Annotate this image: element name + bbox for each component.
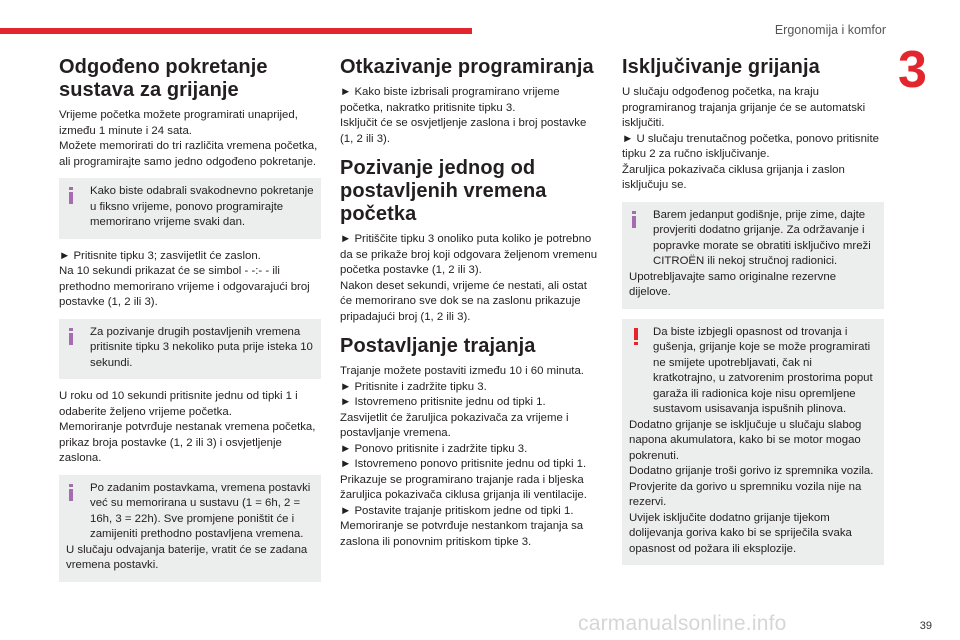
paragraph: Vrijeme početka možete programirati unaprijed, između 1 minute i 24 sata. <box>59 109 298 137</box>
paragraph: U roku od 10 sekundi pritisnite jednu od tipki 1 i odaberite željeno vrijeme početka. <box>59 390 298 418</box>
paragraph: ► Pritiščite tipku 3 onoliko puta koliko je potrebno da se prikaže broj koji odgovara željenom vremenu početka postavke (1, 2 ili 3). <box>340 233 598 276</box>
paragraph: ► U slučaju trenutačnog početka, ponovo pritisnite tipku 2 za ručno isključivanje. <box>622 132 879 160</box>
info-icon <box>69 187 73 204</box>
warning-icon <box>634 328 638 345</box>
paragraph: Žaruljica pokazivača ciklusa grijanja i zaslon isključuju se. <box>622 163 845 191</box>
note-text: Po zadanim postavkama, vremena postavki već su memorirana u sustavu (1 = 6h, 2 = 16h, 3 = 22h). Sve promjene poništit će i zamijeniti prethodno postavljena vremena. <box>90 481 311 540</box>
warning-text: Da biste izbjegli opasnost od trovanja i gušenja, grijanje koje se može programirati ne smijete upotrebljavati, čak ni kratkotrajno, u zatvorenim prostorima poput garaža ili radionica koje nisu opremljene sustavom usisavanja ispušnih plinova. <box>653 325 873 415</box>
note-text: U slučaju odvajanja baterije, vratit će se zadana vremena postavki. <box>66 543 308 571</box>
paragraph: ► Istovremeno ponovo pritisnite jednu od tipki 1. <box>340 458 587 470</box>
info-icon <box>69 484 73 501</box>
column-programming <box>340 56 602 550</box>
info-note <box>59 178 321 239</box>
paragraph: ► Pritisnite tipku 3; zasvijetlit će zaslon. <box>59 249 261 262</box>
paragraph: ► Kako biste izbrisali programirano vrijeme početka, nakratko pritisnite tipku 3. <box>340 86 560 114</box>
paragraph: Trajanje možete postaviti između 10 i 60 minuta. <box>340 365 584 377</box>
page-number: 39 <box>919 620 932 632</box>
paragraph: U slučaju odgođenog početka, na kraju programiranog trajanja grijanje će se automatski isključiti. <box>622 86 866 129</box>
section-title: Otkazivanje programiranja <box>340 56 594 78</box>
warning-text: Dodatno grijanje troši gorivo iz spremnika vozila. Provjerite da gorivo u spremniku vozila nije na rezervi. <box>629 465 874 508</box>
note-text: Kako biste odabrali svakodnevno pokretanje u fiksno vrijeme, ponovo programirajte memorirano vrijeme svaki dan. <box>90 185 314 228</box>
section-title: Pozivanje jednog od postavljenih vremena početka <box>340 157 547 225</box>
note-text: Upotrebljavajte samo originalne rezervne dijelove. <box>629 270 837 298</box>
chapter-label: Ergonomija i komfor <box>774 23 886 37</box>
paragraph: Zasvijetlit će žaruljica pokazivača za vrijeme i postavljanje vremena. <box>340 411 569 439</box>
note-text: Barem jedanput godišnje, prije zime, dajte provjeriti dodatno grijanje. Za održavanje i popravke morate se obratiti isključivo mreži CITROËN ili nekoj stručnoj radionici. <box>653 208 871 267</box>
paragraph: Prikazuje se programirano trajanje rada i bljeska žaruljica pokazivača ciklusa grijanja ili ventilacije. <box>340 473 587 501</box>
warning-text: Dodatno grijanje se isključuje u slučaju slabog napona akumulatora, kako bi se motor mogao pokrenuti. <box>629 418 862 462</box>
paragraph: Na 10 sekundi prikazat će se simbol - -:- - ili prethodno memorirano vrijeme i odgovarajući broj postavke (1, 2 ili 3). <box>59 265 310 308</box>
paragraph: ► Ponovo pritisnite i zadržite tipku 3. <box>340 442 528 455</box>
chapter-color-bar <box>0 28 472 34</box>
section-title: Odgođeno pokretanje sustava za grijanje <box>59 56 268 101</box>
column-delayed-start <box>59 56 321 592</box>
info-icon <box>632 211 636 228</box>
warning-note <box>622 319 884 566</box>
column-switch-off <box>622 56 884 575</box>
note-text: Za pozivanje drugih postavljenih vremena pritisnite tipku 3 nekoliko puta prije isteka 10 sekundi. <box>90 325 313 369</box>
info-note <box>59 319 321 380</box>
paragraph: ► Istovremeno pritisnite jednu od tipki 1. <box>340 396 546 408</box>
paragraph: Memoriranje potvrđuje nestanak vremena početka, prikaz broja postavke (1, 2 ili 3) i osvjetljenje zaslona. <box>59 421 316 464</box>
info-icon <box>69 328 73 345</box>
paragraph: Možete memorirati do tri različita vremena početka, ali programirajte samo jedno odgođeno pokretanje. <box>59 140 318 168</box>
warning-text: Uvijek isključite dodatno grijanje tijekom dolijevanja goriva kako bi se spriječila svaka opasnost od požara ili eksplozije. <box>629 511 852 555</box>
info-note <box>622 202 884 309</box>
paragraph: Memoriranje se potvrđuje nestankom trajanja sa zaslona ili ponovnim pritiskom tipke 3. <box>340 520 584 548</box>
paragraph: Nakon deset sekundi, vrijeme će nestati, ali ostat će memorirano sve dok se na zaslonu prikazuje pripadajući broj (1, 2 ili 3). <box>340 279 587 323</box>
paragraph: Isključit će se osvjetljenje zaslona i broj postavke (1, 2 ili 3). <box>340 117 587 145</box>
section-title: Postavljanje trajanja <box>340 335 536 357</box>
info-note <box>59 475 321 582</box>
paragraph: ► Pritisnite i zadržite tipku 3. <box>340 380 487 393</box>
paragraph: ► Postavite trajanje pritiskom jedne od tipki 1. <box>340 504 574 517</box>
section-title: Isključivanje grijanja <box>622 56 820 78</box>
watermark: carmanualsonline.info <box>578 612 787 635</box>
chapter-number: 3 <box>898 41 927 99</box>
